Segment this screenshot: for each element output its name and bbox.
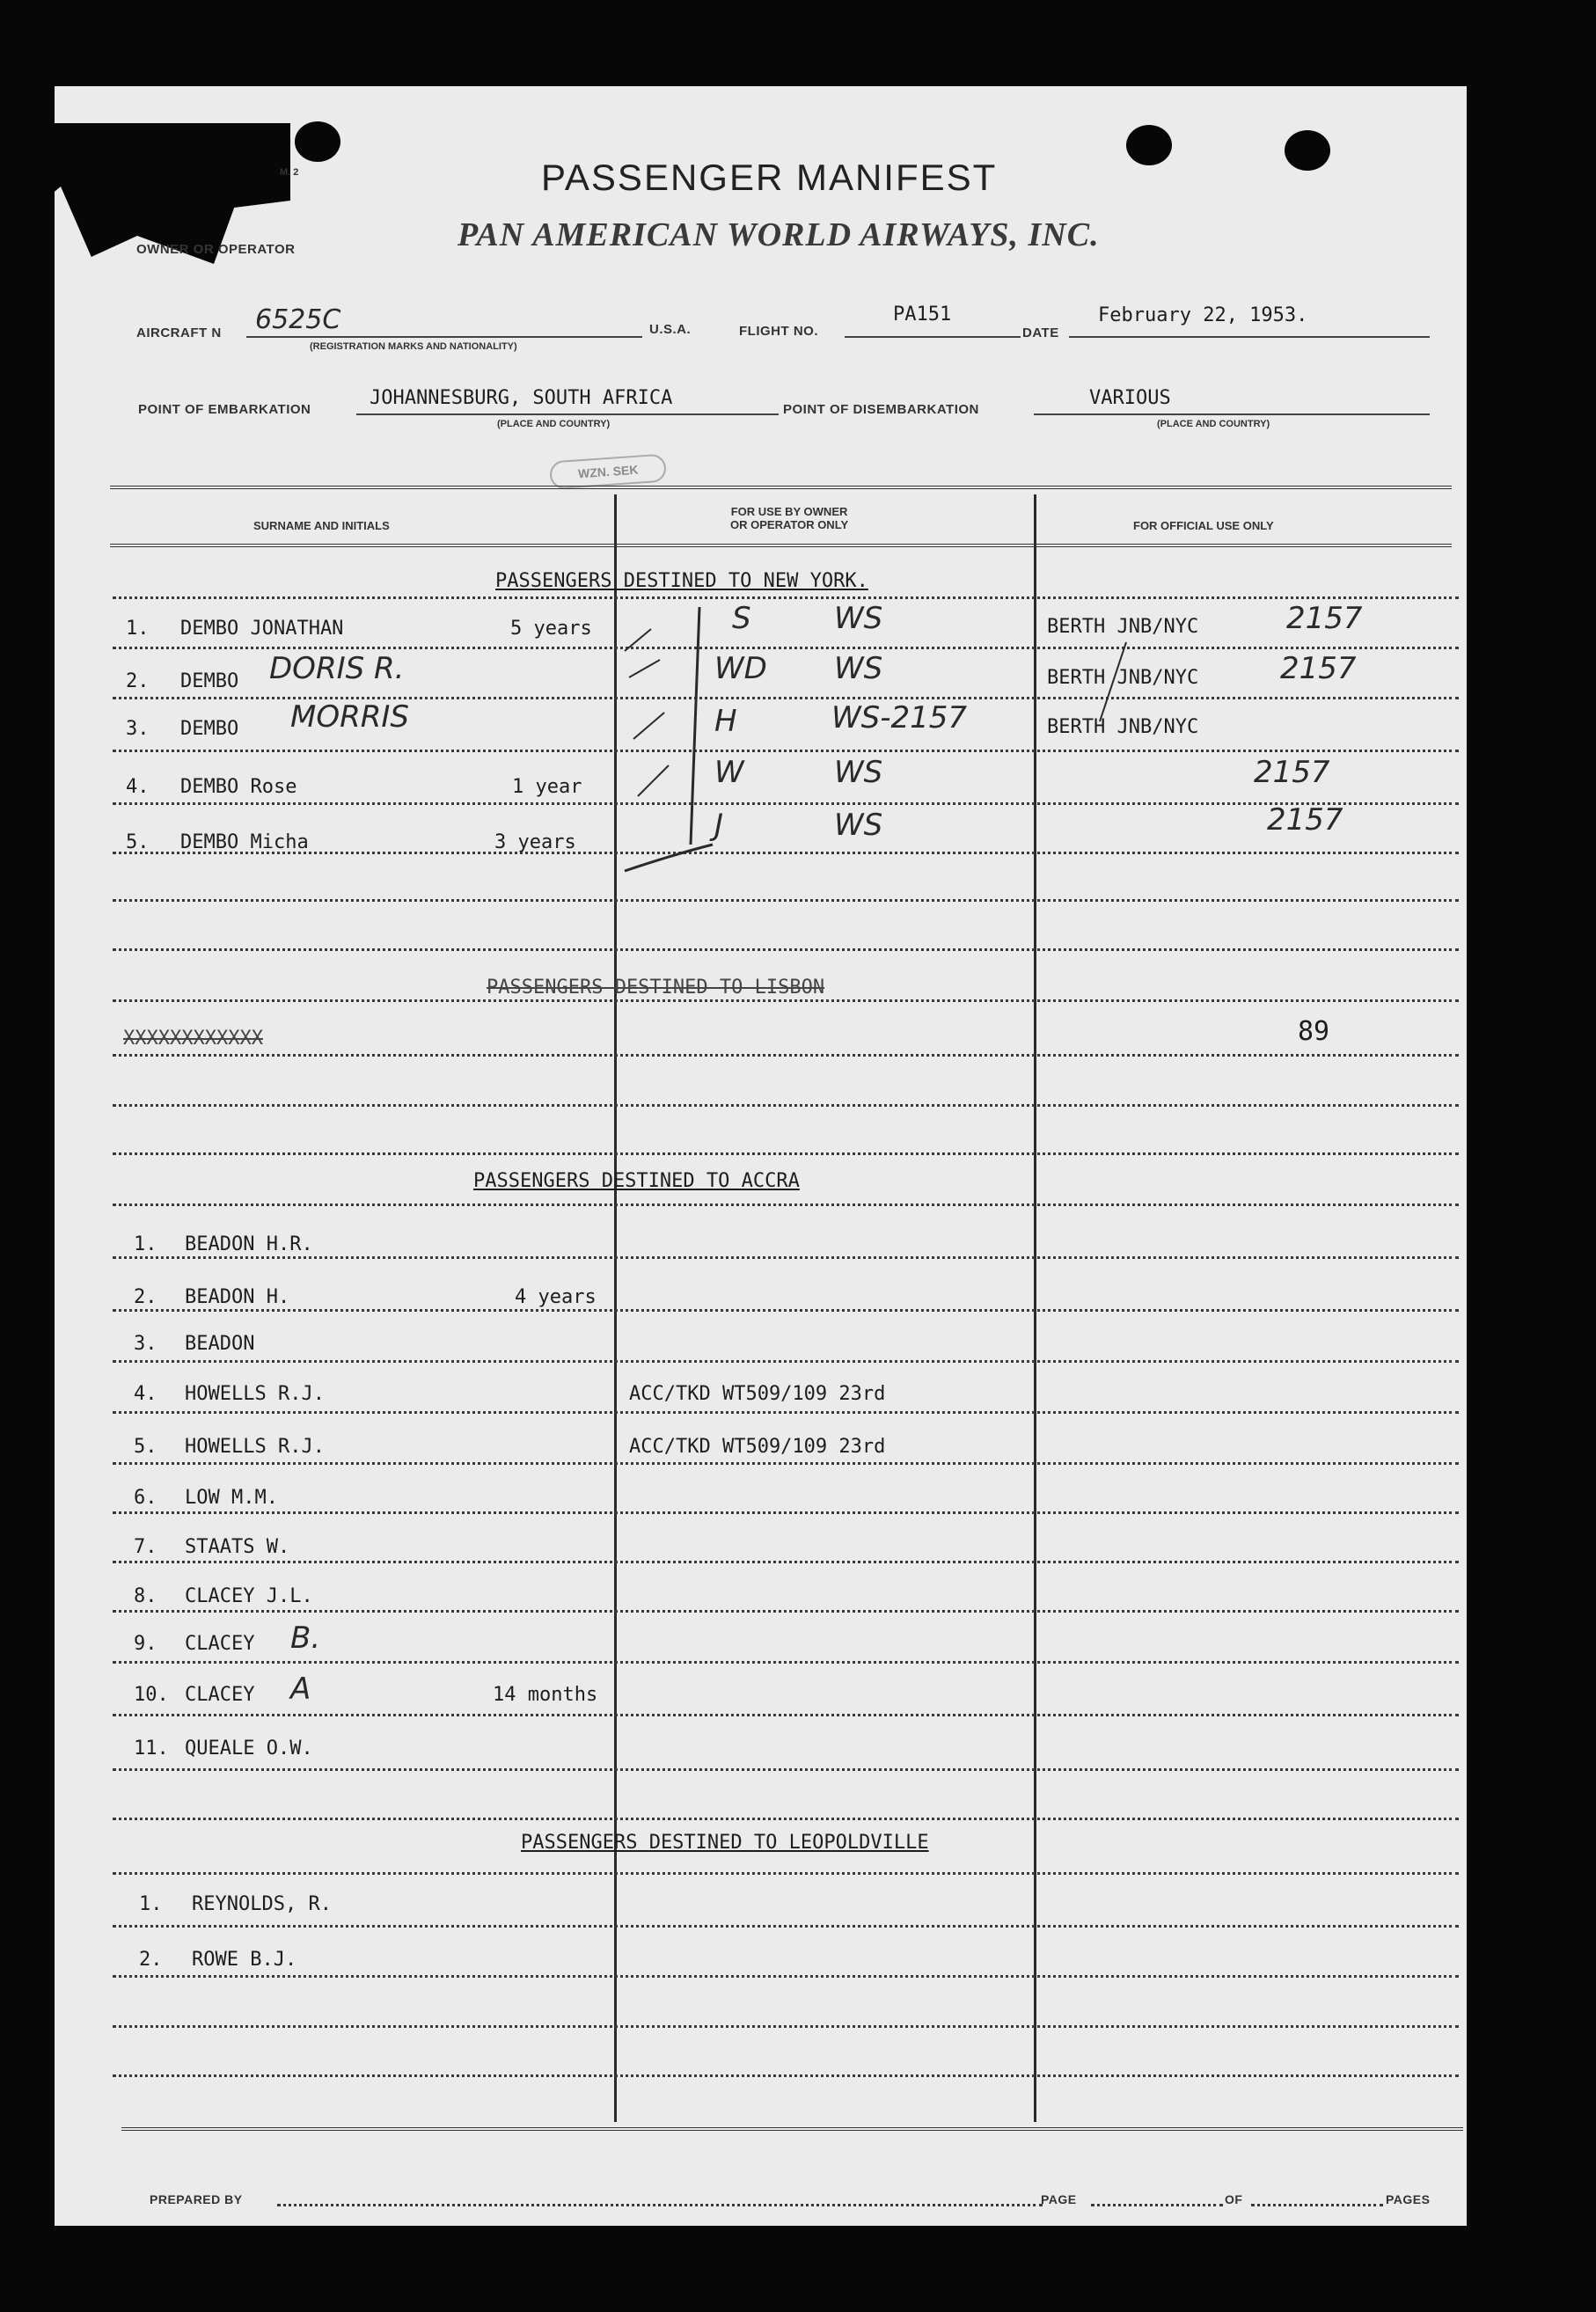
handwritten-strokes bbox=[607, 598, 1153, 889]
operator-note: ACC/TKD WT509/109 23rd bbox=[629, 1436, 886, 1458]
passenger-name: CLACEY J.L. bbox=[185, 1585, 313, 1607]
registration-note: (REGISTRATION MARKS AND NATIONALITY) bbox=[310, 341, 517, 352]
section-heading-lisbon-struck: PASSENGERS DESTINED TO LISBON bbox=[487, 977, 825, 999]
passenger-name: ROWE B.J. bbox=[192, 1949, 297, 1971]
handwritten-berth-number: 2157 bbox=[1280, 651, 1357, 686]
passenger-name: DEMBO JONATHAN bbox=[180, 618, 344, 640]
handwritten-code: WD bbox=[714, 651, 767, 686]
row-number: 2. bbox=[134, 1286, 157, 1308]
berth-info: BERTH JNB/NYC bbox=[1047, 716, 1199, 738]
passenger-name: HOWELLS R.J. bbox=[185, 1436, 325, 1458]
page-title: PASSENGER MANIFEST bbox=[541, 157, 998, 198]
disembark-line bbox=[1034, 413, 1430, 415]
handwritten-mark: WS-2157 bbox=[831, 700, 967, 735]
passenger-age: 1 year bbox=[512, 776, 582, 798]
passenger-name: REYNOLDS, R. bbox=[192, 1893, 332, 1915]
passenger-name: BEADON bbox=[185, 1333, 255, 1355]
handwritten-mark: WS bbox=[834, 601, 883, 636]
disembark-label: POINT OF DISEMBARKATION bbox=[783, 402, 979, 417]
table-top-rule bbox=[110, 486, 1452, 489]
disembark-value: VARIOUS bbox=[1089, 387, 1171, 409]
row-number: 6. bbox=[134, 1487, 157, 1509]
embark-label: POINT OF EMBARKATION bbox=[138, 402, 311, 417]
form-code: M. 2 bbox=[280, 167, 299, 178]
row-line bbox=[113, 1309, 1459, 1312]
passenger-name: DEMBO Rose bbox=[180, 776, 297, 798]
row-number: 4. bbox=[126, 776, 150, 798]
row-line bbox=[113, 1054, 1459, 1057]
passenger-name: CLACEY bbox=[185, 1684, 255, 1706]
row-number: 2. bbox=[126, 670, 150, 692]
berth-info: BERTH JNB/NYC bbox=[1047, 616, 1199, 638]
date-line bbox=[1069, 336, 1430, 338]
row-number: 1. bbox=[134, 1233, 157, 1255]
embark-line bbox=[356, 413, 779, 415]
of-label: OF bbox=[1225, 2192, 1243, 2206]
owner-label: OWNER OR OPERATOR bbox=[136, 242, 296, 257]
place-note: (PLACE AND COUNTRY) bbox=[1157, 419, 1270, 429]
row-number: 5. bbox=[126, 831, 150, 853]
row-line bbox=[113, 1462, 1459, 1465]
row-line bbox=[113, 1360, 1459, 1363]
page-label: PAGE bbox=[1041, 2192, 1077, 2206]
punch-hole bbox=[1126, 125, 1172, 165]
flight-label: FLIGHT NO. bbox=[739, 324, 818, 339]
flight-value: PA151 bbox=[893, 304, 952, 326]
passenger-name: CLACEY bbox=[185, 1633, 255, 1655]
row-number: 1. bbox=[126, 618, 150, 640]
section-heading-leopoldville: PASSENGERS DESTINED TO LEOPOLDVILLE bbox=[521, 1832, 929, 1854]
row-line bbox=[113, 1925, 1459, 1928]
handwritten-berth-number: 2157 bbox=[1286, 601, 1363, 636]
section-heading-accra: PASSENGERS DESTINED TO ACCRA bbox=[473, 1170, 800, 1192]
row-number: 2. bbox=[139, 1949, 163, 1971]
passenger-name: BEADON H. bbox=[185, 1286, 290, 1308]
aircraft-value: 6525C bbox=[255, 304, 341, 335]
punch-hole bbox=[295, 121, 340, 162]
passenger-age: 14 months bbox=[493, 1684, 598, 1706]
date-value: February 22, 1953. bbox=[1098, 304, 1308, 326]
table-bottom-rule bbox=[121, 2127, 1463, 2131]
date-label: DATE bbox=[1022, 326, 1059, 340]
page-line bbox=[1091, 2204, 1223, 2206]
row-line bbox=[113, 2074, 1459, 2077]
usa-label: U.S.A. bbox=[649, 322, 692, 337]
handwritten-name: DORIS R. bbox=[269, 651, 405, 686]
row-number: 8. bbox=[134, 1585, 157, 1607]
row-number: 3. bbox=[126, 718, 150, 740]
row-line bbox=[113, 899, 1459, 902]
passenger-name: STAATS W. bbox=[185, 1536, 290, 1558]
passenger-name: DEMBO bbox=[180, 670, 239, 692]
row-number: 10. bbox=[134, 1684, 169, 1706]
berth-info: BERTH JNB/NYC bbox=[1047, 667, 1199, 689]
row-line bbox=[113, 948, 1459, 951]
place-note: (PLACE AND COUNTRY) bbox=[497, 419, 611, 429]
handwritten-berth-number: 2157 bbox=[1254, 755, 1330, 790]
handwritten-mark: WS bbox=[834, 755, 883, 790]
row-number: 5. bbox=[134, 1436, 157, 1458]
row-number: 11. bbox=[134, 1738, 169, 1760]
airline-name: PAN AMERICAN WORLD AIRWAYS, INC. bbox=[458, 216, 1100, 253]
header-bottom-rule bbox=[110, 544, 1452, 547]
punch-hole bbox=[1285, 130, 1330, 171]
embark-value: JOHANNESBURG, SOUTH AFRICA bbox=[370, 387, 673, 409]
row-number: 9. bbox=[134, 1633, 157, 1655]
row-line bbox=[113, 1152, 1459, 1155]
passenger-age: 5 years bbox=[510, 618, 592, 640]
row-line bbox=[113, 1256, 1459, 1259]
row-line bbox=[113, 1411, 1459, 1414]
row-line bbox=[113, 1975, 1459, 1978]
row-line bbox=[113, 1661, 1459, 1664]
row-number: 1. bbox=[139, 1893, 163, 1915]
passenger-name: DEMBO Micha bbox=[180, 831, 309, 853]
row-line bbox=[113, 2025, 1459, 2028]
section-heading-new-york: PASSENGERS DESTINED TO NEW YORK. bbox=[495, 570, 868, 592]
passenger-name: BEADON H.R. bbox=[185, 1233, 313, 1255]
owner-use-column-header: FOR USE BY OWNER OR OPERATOR ONLY bbox=[730, 505, 849, 531]
aircraft-label: AIRCRAFT N bbox=[136, 326, 222, 340]
pages-line bbox=[1251, 2204, 1383, 2206]
handwritten-initial: B. bbox=[290, 1621, 321, 1656]
faded-stamp: WZN. SEK bbox=[549, 453, 667, 489]
row-number: 7. bbox=[134, 1536, 157, 1558]
passenger-name: LOW M.M. bbox=[185, 1487, 278, 1509]
pages-label: PAGES bbox=[1386, 2192, 1431, 2206]
struck-entry: XXXXXXXXXXXX bbox=[123, 1028, 263, 1050]
handwritten-code: J bbox=[714, 808, 724, 843]
operator-note: ACC/TKD WT509/109 23rd bbox=[629, 1383, 886, 1405]
flight-line bbox=[845, 336, 1021, 338]
passenger-name: HOWELLS R.J. bbox=[185, 1383, 325, 1405]
handwritten-mark: WS bbox=[834, 808, 883, 843]
aircraft-line bbox=[246, 336, 642, 338]
row-number: 3. bbox=[134, 1333, 157, 1355]
surname-column-header: SURNAME AND INITIALS bbox=[253, 519, 390, 532]
handwritten-berth-number: 2157 bbox=[1267, 802, 1343, 838]
handwritten-mark: WS bbox=[834, 651, 883, 686]
handwritten-code: W bbox=[714, 755, 744, 790]
passenger-age: 4 years bbox=[515, 1286, 597, 1308]
row-line bbox=[113, 1714, 1459, 1716]
passenger-name: QUEALE O.W. bbox=[185, 1738, 313, 1760]
row-line bbox=[113, 1610, 1459, 1613]
passenger-age: 3 years bbox=[494, 831, 576, 853]
handwritten-name: MORRIS bbox=[290, 699, 409, 735]
official-use-column-header: FOR OFFICIAL USE ONLY bbox=[1133, 519, 1274, 532]
prepared-by-label: PREPARED BY bbox=[150, 2192, 243, 2206]
handwritten-code: S bbox=[732, 601, 751, 636]
passenger-name: DEMBO bbox=[180, 718, 239, 740]
handwritten-code: H bbox=[714, 704, 737, 739]
row-line bbox=[113, 1818, 1459, 1820]
handwritten-initial: A bbox=[290, 1672, 311, 1707]
row-line bbox=[113, 999, 1459, 1002]
row-number: 4. bbox=[134, 1383, 157, 1405]
row-line bbox=[113, 1768, 1459, 1771]
row-line bbox=[113, 1104, 1459, 1107]
row-line bbox=[113, 1511, 1459, 1514]
row-line bbox=[113, 1561, 1459, 1563]
prepared-by-line bbox=[277, 2204, 1043, 2206]
row-line bbox=[113, 1872, 1459, 1875]
official-number: 89 bbox=[1298, 1016, 1330, 1047]
row-line bbox=[113, 1204, 1459, 1206]
